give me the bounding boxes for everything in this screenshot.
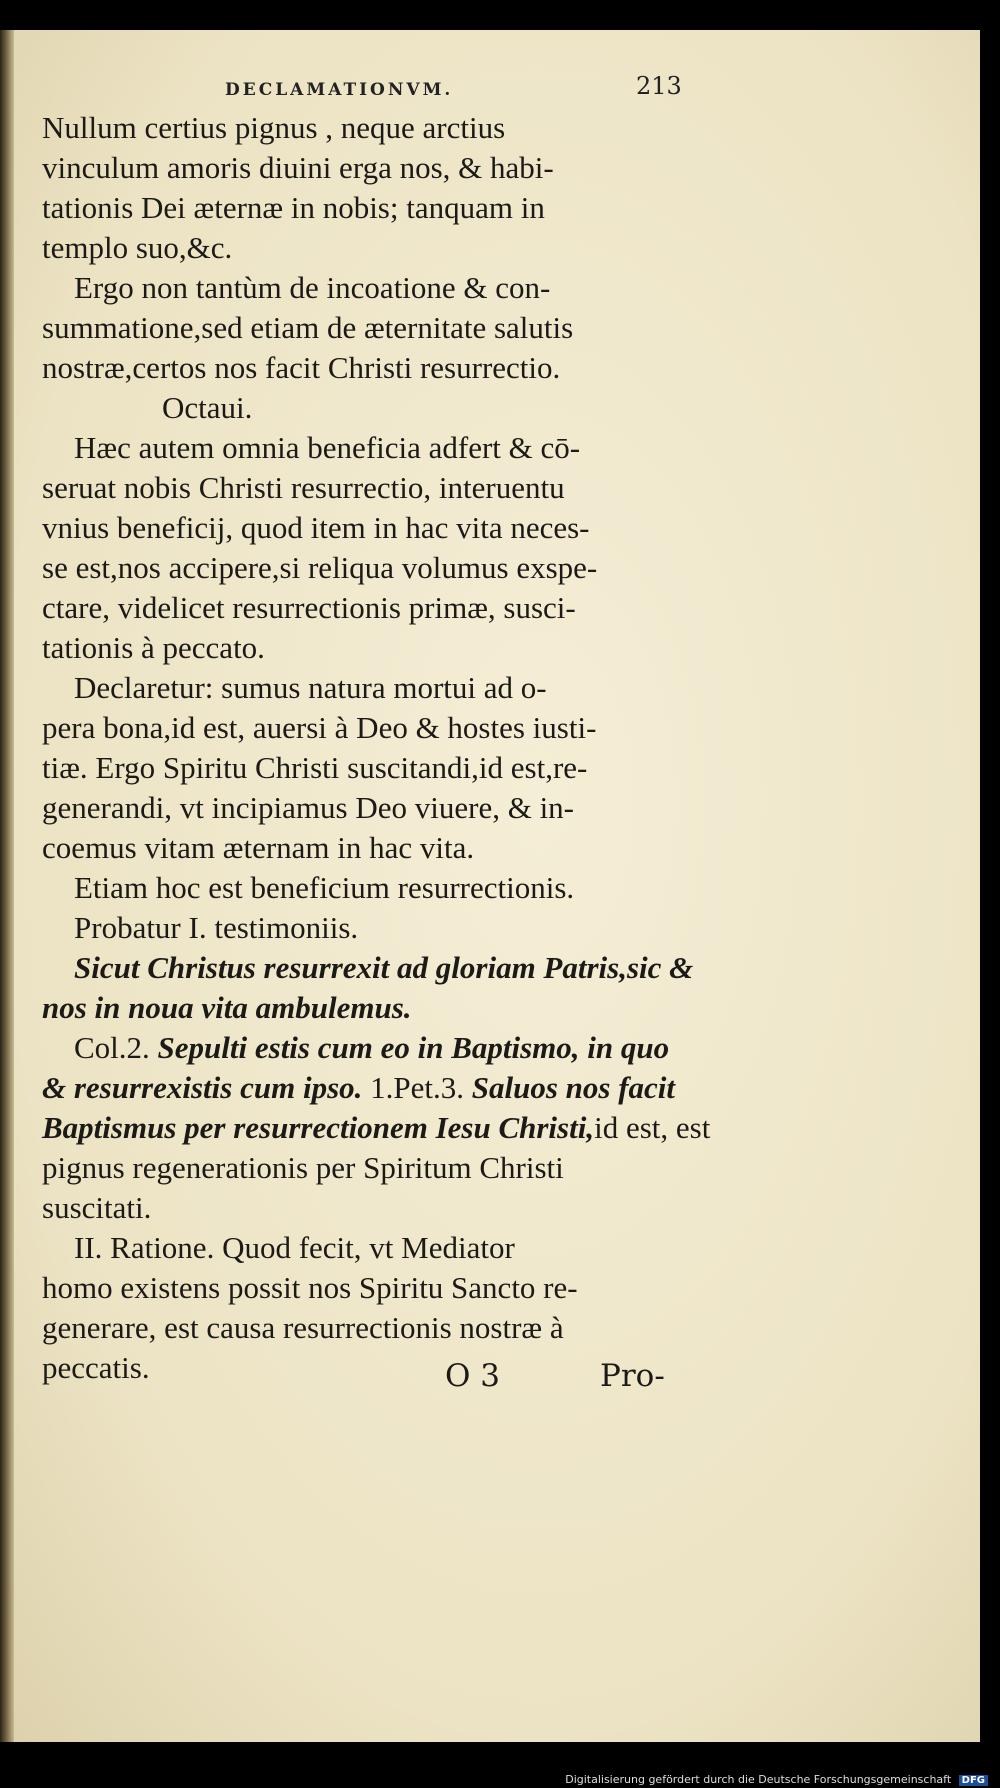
page-header (0, 70, 980, 110)
text-line (42, 388, 682, 428)
text-segment: se est,nos accipere,si reliqua volumus exspe- (42, 550, 598, 585)
text-line (42, 1108, 711, 1148)
text-segment: Hæc autem omnia beneficia adfert & cō- (74, 430, 581, 465)
text-line (42, 228, 682, 268)
digitization-credit (565, 1773, 988, 1786)
text-segment: Probatur I. testimoniis. (74, 910, 359, 945)
text-segment: 1.Pet.3. (362, 1070, 472, 1105)
italic-text-segment: nos in noua vita ambulemus. (42, 990, 412, 1025)
page-gutter (0, 30, 14, 1742)
running-head: DECLAMATIONVM. (225, 80, 454, 100)
text-line (42, 828, 682, 868)
text-line (42, 468, 682, 508)
text-line (42, 548, 682, 588)
text-line (42, 1028, 682, 1068)
dfg-logo-icon: DFG (959, 1775, 988, 1786)
italic-text-segment: & resurrexistis cum ipso. (42, 1070, 363, 1105)
page-number: 213 (636, 72, 682, 100)
text-segment: vinculum amoris diuini erga nos, & habi- (42, 150, 554, 185)
text-line (42, 268, 682, 308)
text-segment: pera bona,id est, auersi à Deo & hostes iusti- (42, 710, 597, 745)
text-segment: seruat nobis Christi resurrectio, interuentu (42, 470, 565, 505)
text-segment: vnius beneficij, quod item in hac vita neces- (42, 510, 590, 545)
text-segment: Col.2. (74, 1030, 158, 1065)
page-footer (0, 1358, 980, 1402)
text-line (42, 948, 694, 988)
credit-text: Digitalisierung gefördert durch die Deutsche Forschungsgemeinschaft (565, 1773, 952, 1786)
text-segment: coemus vitam æternam in hac vita. (42, 830, 475, 865)
text-segment: Etiam hoc est beneficium resurrectionis. (74, 870, 575, 905)
text-line (42, 1228, 682, 1268)
catchword: Pro- (600, 1358, 665, 1394)
italic-text-segment: Baptismus per resurrectionem Iesu Christi, (42, 1110, 595, 1145)
text-line (42, 348, 682, 388)
text-line (42, 508, 682, 548)
text-line (42, 1268, 682, 1308)
italic-text-segment: Saluos nos facit (471, 1070, 676, 1105)
text-segment: templo suo,&c. (42, 230, 233, 265)
italic-text-segment: Sicut Christus resurrexit ad gloriam Patris,sic & (74, 950, 694, 985)
text-line (42, 628, 682, 668)
text-line (42, 1148, 682, 1188)
text-segment: id est, est (594, 1110, 711, 1145)
text-line (42, 1068, 682, 1108)
text-line (42, 668, 682, 708)
text-segment: Octaui. (162, 390, 253, 425)
text-line (42, 148, 682, 188)
body-text (42, 108, 711, 1388)
text-segment: homo existens possit nos Spiritu Sancto re- (42, 1270, 578, 1305)
text-segment: Nullum certius pignus , neque arctius (42, 110, 506, 145)
signature-mark: O 3 (445, 1358, 500, 1394)
text-segment: Ergo non tantùm de incoatione & con- (74, 270, 551, 305)
text-segment: peccatis. (42, 1350, 150, 1385)
text-segment: generare, est causa resurrectionis nostræ à (42, 1310, 564, 1345)
text-line (42, 788, 682, 828)
text-segment: ctare, videlicet resurrectionis primæ, susci- (42, 590, 576, 625)
text-segment: suscitati. (42, 1190, 152, 1225)
text-segment: pignus regenerationis per Spiritum Christi (42, 1150, 564, 1185)
italic-text-segment: Sepulti estis cum eo in Baptismo, in quo (157, 1030, 670, 1065)
text-segment: generandi, vt incipiamus Deo viuere, & in- (42, 790, 575, 825)
text-line (42, 428, 682, 468)
text-line (42, 108, 682, 148)
text-segment: tationis à peccato. (42, 630, 265, 665)
text-line (42, 908, 682, 948)
text-line (42, 748, 682, 788)
text-segment: Declaretur: sumus natura mortui ad o- (74, 670, 547, 705)
text-segment: tiæ. Ergo Spiritu Christi suscitandi,id est,re- (42, 750, 588, 785)
text-line (42, 868, 682, 908)
text-line (42, 308, 682, 348)
text-line (42, 1188, 682, 1228)
text-segment: summatione,sed etiam de æternitate salutis (42, 310, 574, 345)
text-line (42, 1308, 682, 1348)
text-segment: nostræ,certos nos facit Christi resurrectio. (42, 350, 561, 385)
text-segment: II. Ratione. Quod fecit, vt Mediator (74, 1230, 515, 1265)
text-line (42, 988, 682, 1028)
text-line (42, 708, 682, 748)
text-line (42, 588, 682, 628)
text-line (42, 188, 682, 228)
text-segment: tationis Dei æternæ in nobis; tanquam in (42, 190, 545, 225)
